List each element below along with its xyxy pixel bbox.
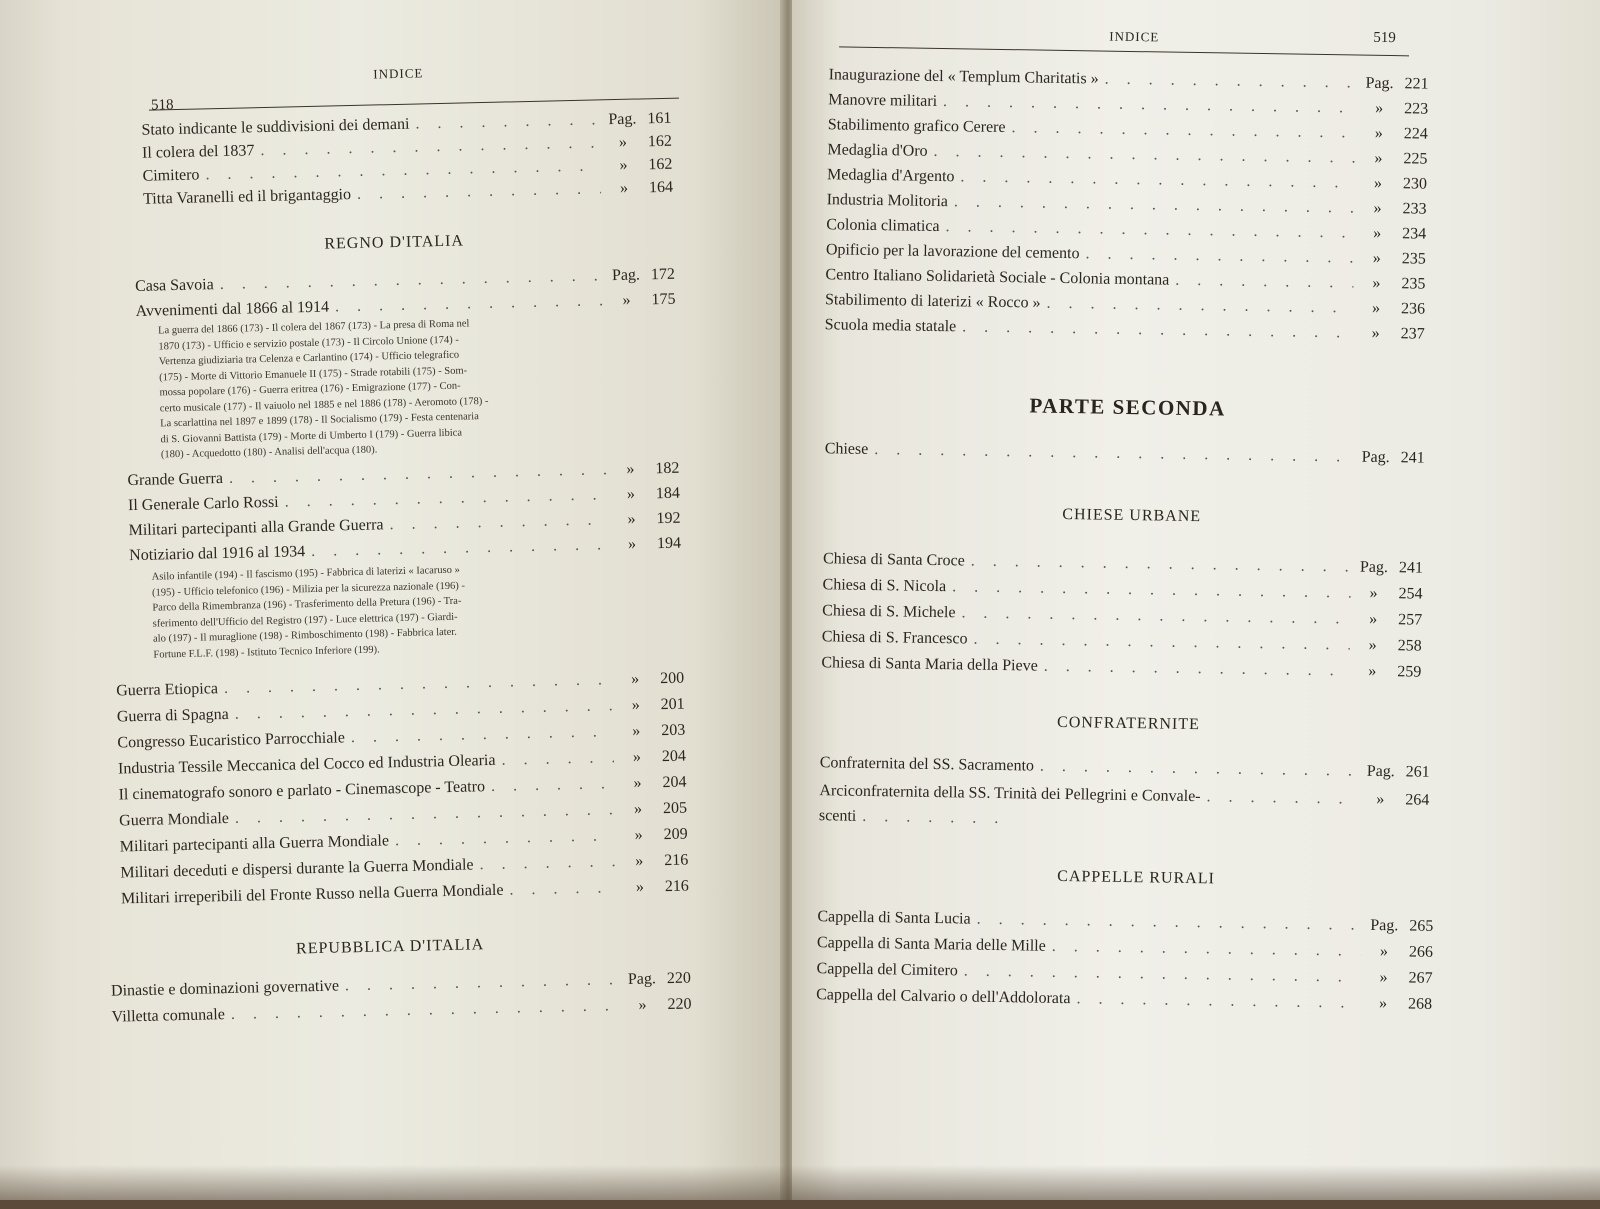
entry-title: Industria Molitoria <box>826 191 949 211</box>
toc-entry <box>826 216 1426 243</box>
leader-dots <box>960 168 1355 192</box>
sub-line: sferimento dell'Ufficio del Registro (197) - Luce elettrica (197) - Giardi- <box>152 611 458 630</box>
toc-entry <box>118 748 686 779</box>
leader-dots <box>509 879 617 899</box>
sub-line: (175) - Morte di Vittorio Emanuele II (175) - Strade rotabili (175) - Som- <box>159 364 468 383</box>
toc-entry <box>135 291 675 321</box>
entry-title: Il colera del 1837 <box>141 142 255 162</box>
entry-page-label: Pag. <box>1370 916 1399 935</box>
entry-page-label: » <box>635 878 645 896</box>
entry-title: Cimitero <box>142 166 200 185</box>
entry-page-label: » <box>1369 584 1378 602</box>
section-heading-repubblica: REPUBBLICA D'ITALIA <box>295 936 485 958</box>
entry-page-label: » <box>632 748 642 766</box>
sub-line: mossa popolare (176) - Guerra eritrea (176) - Emigrazione (177) - Con- <box>159 380 461 399</box>
entry-page-label: » <box>634 826 643 844</box>
header-rule <box>149 98 679 111</box>
entry-page-label: » <box>626 460 635 478</box>
entry-page-number: 235 <box>1401 250 1426 268</box>
entry-title: Congresso Eucaristico Parrocchiale <box>117 729 346 752</box>
leader-dots <box>260 134 600 160</box>
section-heading-chiese-urbane: CHIESE URBANE <box>1062 505 1202 526</box>
sub-line: La scarlattina nel 1897 e 1899 (178) - Il Socialismo (179) - Festa centenaria <box>160 411 479 430</box>
entry-page-label: » <box>1379 969 1388 987</box>
section-heading-cappelle-rurali: CAPPELLE RURALI <box>1057 867 1216 888</box>
leader-dots <box>1105 71 1357 93</box>
toc-entry <box>819 782 1429 810</box>
entry-page-label: » <box>1371 324 1380 342</box>
entry-page-number: 194 <box>656 534 682 553</box>
entry-title: Grande Guerra <box>127 470 224 490</box>
entry-title: Dinastie e dominazioni governative <box>110 977 340 1000</box>
entry-page-number: 221 <box>1404 75 1429 93</box>
sub-entries-notiziario <box>152 563 467 663</box>
entry-page-label: » <box>1375 99 1384 117</box>
running-header: INDICE <box>373 65 424 82</box>
entry-page-label: » <box>1378 995 1388 1013</box>
leader-dots <box>501 749 614 770</box>
entry-page-label: » <box>1373 224 1382 242</box>
entry-page-number: 257 <box>1398 611 1423 629</box>
leader-dots <box>1052 938 1361 961</box>
entry-page-label: » <box>627 535 637 553</box>
leader-dots <box>357 180 601 204</box>
entry-title: Cappella del Calvario o dell'Addolorata <box>816 986 1071 1008</box>
toc-entry <box>117 696 685 727</box>
entry-title: Militari partecipanti alla Grande Guerra <box>128 516 384 540</box>
entry-title: Medaglia d'Oro <box>827 141 928 160</box>
entry-page-number: 241 <box>1398 559 1424 577</box>
entry-title: Notiziario dal 1916 al 1934 <box>129 543 306 565</box>
entry-page-number: 162 <box>648 155 673 174</box>
entry-page-label: » <box>1372 274 1381 292</box>
sub-line: La guerra del 1866 (173) - Il colera del 1867 (173) - La presa di Roma nel <box>157 318 470 337</box>
leader-dots <box>862 808 1013 828</box>
entry-title: Cappella di Santa Maria delle Mille <box>816 934 1046 955</box>
leader-dots <box>231 997 620 1024</box>
leader-dots <box>395 827 616 850</box>
leader-dots <box>235 801 616 828</box>
entry-title: Industria Tessile Meccanica del Cocco ed Industria Olearia <box>117 751 496 778</box>
sub-line: (195) - Ufficio telefonico (196) - Milizia per la sicurezza nazionale (196) - <box>151 580 466 599</box>
entry-title: Chiese <box>824 440 869 458</box>
leader-dots <box>389 511 608 534</box>
entry-page-number: 201 <box>660 695 685 714</box>
entry-title: Casa Savoia <box>134 276 214 295</box>
leader-dots <box>1076 990 1360 1012</box>
entry-page-label: » <box>630 670 640 688</box>
entry-page-number: 223 <box>1404 100 1429 118</box>
leader-dots <box>220 267 604 294</box>
entry-title: Manovre militari <box>828 91 938 110</box>
toc-entry <box>117 722 685 753</box>
toc-entry <box>821 654 1421 681</box>
entry-page-label: » <box>627 510 636 528</box>
entry-page-number: 236 <box>1400 300 1426 318</box>
toc-entry <box>817 934 1433 962</box>
entry-title: Militari deceduti e dispersi durante la Guerra Mondiale <box>120 856 474 882</box>
entry-page-label: » <box>619 179 629 197</box>
leader-dots <box>1046 295 1353 318</box>
toc-entry <box>121 878 689 909</box>
sub-line: (180) - Acquedotto (180) - Analisi dell'acqua (180). <box>160 444 378 461</box>
entry-title: Opificio per la lavorazione del cemento <box>825 241 1080 263</box>
leader-dots <box>205 157 600 184</box>
entry-title: Colonia climatica <box>826 216 940 236</box>
page-number: 518 <box>150 97 174 114</box>
entry-page-number: 203 <box>661 721 686 740</box>
sub-line: Fortune F.L.F. (198) - Istituto Tecnico Inferiore (199). <box>153 644 380 661</box>
entry-page-number: 225 <box>1403 150 1428 168</box>
leader-dots <box>284 486 608 511</box>
toc-entry <box>827 191 1427 218</box>
entry-title: Titta Varanelli ed il brigantaggio <box>142 186 352 208</box>
sub-line: di S. Giovanni Battista (179) - Morte di Umberto I (179) - Guerra libica <box>160 427 463 445</box>
toc-entry <box>135 266 675 296</box>
entry-page-label: » <box>1371 299 1381 317</box>
entry-page-number: 234 <box>1402 225 1427 243</box>
entry-page-number: 204 <box>661 747 687 766</box>
entry-page-number: 254 <box>1398 585 1423 603</box>
toc-entry <box>118 774 686 805</box>
entry-title: Militari irreperibili del Fronte Russo nella Guerra Mondiale <box>120 881 504 908</box>
entry-page-number: 265 <box>1409 917 1434 935</box>
leader-dots <box>962 318 1353 342</box>
entry-title: Il Generale Carlo Rossi <box>127 493 279 515</box>
toc-entry <box>828 116 1428 143</box>
bottom-edge-shadow <box>0 1165 1600 1200</box>
entry-page-label: » <box>1368 636 1377 654</box>
leader-dots <box>345 971 619 995</box>
toc-entry <box>822 602 1422 629</box>
page-number: 519 <box>1373 29 1396 47</box>
entry-page-label: » <box>622 291 631 309</box>
entry-page-number: 237 <box>1400 325 1425 343</box>
sub-line: 1870 (173) - Ufficio e servizio postale (173) - Il Circolo Unione (174) - <box>158 334 459 352</box>
part-title: PARTE SECONDA <box>1029 393 1226 421</box>
entry-page-number: 216 <box>664 877 690 896</box>
entry-page-number: 220 <box>666 969 692 988</box>
toc-entry <box>825 291 1425 318</box>
running-header: INDICE <box>1109 28 1160 45</box>
entry-title: Stabilimento di laterizi « Rocco » <box>824 291 1041 312</box>
entry-page-number: 258 <box>1397 637 1422 655</box>
leader-dots <box>943 93 1356 117</box>
leader-dots <box>235 697 613 724</box>
leader-dots <box>335 292 604 316</box>
entry-title: Chiesa di Santa Croce <box>822 550 965 570</box>
entry-page-number: 224 <box>1403 125 1428 143</box>
entry-page-label: Pag. <box>627 970 657 988</box>
leader-dots <box>952 578 1351 602</box>
sub-line: alo (197) - Il muraglione (198) - Rimboschimento (198) - Fabbrica later. <box>152 626 457 645</box>
entry-page-number: 241 <box>1400 449 1425 467</box>
entry-page-number: 164 <box>648 178 674 197</box>
sub-line: Parco della Rimembranza (196) - Trasferimento della Pretura (196) - Tra- <box>152 595 462 614</box>
entry-page-number: 205 <box>662 799 688 818</box>
entry-page-number: 172 <box>650 265 676 284</box>
toc-entry <box>120 852 688 883</box>
leader-dots <box>311 536 609 561</box>
entry-page-number: 184 <box>655 484 681 503</box>
entry-page-number: 268 <box>1407 995 1433 1013</box>
entry-title: Inaugurazione del « Templum Charitatis » <box>828 66 1099 88</box>
entry-title: Cappella di Santa Lucia <box>817 908 971 928</box>
toc-entry <box>825 440 1425 467</box>
entry-page-number: 216 <box>664 851 689 870</box>
leader-dots <box>1206 788 1357 808</box>
entry-title: Guerra di Spagna <box>116 705 229 726</box>
toc-entry <box>820 754 1430 782</box>
leader-dots <box>415 111 599 133</box>
entry-page-number: 192 <box>656 509 681 528</box>
entry-page-label: » <box>1379 943 1389 961</box>
entry-page-number: 266 <box>1408 943 1434 961</box>
entry-page-label: » <box>1372 249 1381 267</box>
leader-dots <box>961 604 1350 628</box>
entry-page-label: » <box>619 156 628 174</box>
leader-dots <box>224 671 613 698</box>
entry-page-number: 233 <box>1402 200 1427 218</box>
entry-title: Chiesa di S. Michele <box>822 602 956 622</box>
toc-entry <box>111 970 691 1001</box>
toc-entry <box>816 986 1432 1014</box>
entry-title-continuation: scenti <box>818 807 857 825</box>
toc-entry <box>823 550 1423 577</box>
entry-page-label: » <box>1373 199 1382 217</box>
entry-title: Villetta comunale <box>111 1006 226 1026</box>
toc-entry <box>825 316 1425 343</box>
entry-title: Il cinematografo sonoro e parlato - Cinemascope - Teatro <box>118 778 486 804</box>
sub-line: Vertenza giudiziaria tra Celenza e Carlantino (174) - Ufficio telegrafico <box>158 349 460 368</box>
entry-page-label: Pag. <box>608 110 637 129</box>
entry-page-label: » <box>1374 124 1383 142</box>
entry-page-label: » <box>1373 174 1383 192</box>
entry-page-number: 204 <box>662 773 687 792</box>
entry-page-number: 235 <box>1401 275 1426 293</box>
entry-page-label: » <box>626 485 636 503</box>
entry-page-label: » <box>631 696 640 714</box>
entry-page-label: » <box>633 774 642 792</box>
entry-page-label: Pag. <box>1365 74 1394 93</box>
entry-page-label: » <box>633 800 643 818</box>
toc-entry <box>129 535 681 566</box>
entry-page-label: » <box>1374 149 1383 167</box>
header-rule <box>839 46 1409 56</box>
leader-dots <box>229 461 608 488</box>
entry-page-number: 264 <box>1405 791 1430 809</box>
leader-dots <box>351 723 614 747</box>
entry-page-number: 259 <box>1397 663 1422 681</box>
toc-entry <box>111 996 691 1027</box>
toc-entry <box>816 960 1432 988</box>
toc-entry <box>826 241 1426 268</box>
toc-entry-continuation <box>819 807 1019 828</box>
entry-page-label: Pag. <box>1359 558 1389 577</box>
entry-page-label: Pag. <box>1366 762 1395 781</box>
leader-dots <box>971 553 1351 577</box>
entry-page-number: 162 <box>647 132 673 151</box>
toc-entry <box>825 266 1425 293</box>
entry-page-number: 200 <box>659 669 685 688</box>
leader-dots <box>491 775 615 796</box>
entry-title: Cappella del Cimitero <box>816 960 959 980</box>
leader-dots <box>977 911 1362 935</box>
leader-dots <box>479 853 616 874</box>
sub-line: Asilo infantile (194) - Il fascismo (195) - Fabbrica di laterizi « Iacaruso » <box>151 564 460 583</box>
entry-page-number: 267 <box>1408 969 1433 987</box>
entry-title: Centro Italiano Solidarietà Sociale - Colonia montana <box>825 266 1170 289</box>
entry-title: Chiesa di S. Nicola <box>822 576 947 596</box>
entry-title: Arciconfraternita della SS. Trinità dei Pellegrini e Convale- <box>819 782 1201 806</box>
leader-dots <box>1044 658 1350 681</box>
entry-page-number: 209 <box>663 825 688 844</box>
entry-page-number: 230 <box>1402 175 1428 193</box>
entry-page-label: » <box>1376 790 1385 809</box>
toc-entry <box>817 908 1433 936</box>
toc-entry <box>822 576 1422 603</box>
leader-dots <box>945 218 1354 242</box>
toc-entry <box>828 66 1428 93</box>
toc-entry <box>119 800 687 831</box>
toc-entry <box>827 166 1427 193</box>
entry-title: Confraternita del SS. Sacramento <box>819 754 1035 775</box>
toc-entry <box>828 91 1428 118</box>
entry-title: Chiesa di S. Francesco <box>821 628 968 648</box>
leader-dots <box>964 962 1361 986</box>
entry-page-number: 175 <box>651 290 676 309</box>
entry-title: Guerra Etiopica <box>116 680 219 700</box>
entry-page-label: » <box>618 133 628 151</box>
right-page <box>792 0 1600 1200</box>
section-heading-regno: REGNO D'ITALIA <box>324 232 465 253</box>
leader-dots <box>954 193 1355 217</box>
entry-page-label: » <box>635 852 644 870</box>
entry-title: Militari partecipanti alla Guerra Mondiale <box>119 832 390 856</box>
entry-page-number: 261 <box>1405 763 1430 781</box>
entry-page-label: » <box>638 996 647 1014</box>
entry-title: Stato indicante le suddivisioni dei demani <box>141 115 410 139</box>
leader-dots <box>973 631 1349 655</box>
entry-title: Medaglia d'Argento <box>826 166 955 186</box>
entry-page-label: » <box>1369 610 1378 628</box>
entry-page-label: » <box>632 722 641 740</box>
entry-page-label: » <box>1368 662 1377 680</box>
entry-title: Avvenimenti dal 1866 al 1914 <box>135 298 330 320</box>
leader-dots <box>874 441 1353 467</box>
leader-dots <box>1011 119 1356 142</box>
leader-dots <box>933 143 1355 168</box>
entry-page-label: Pag. <box>611 266 641 285</box>
entry-title: Chiesa di Santa Maria della Pieve <box>821 654 1038 675</box>
leader-dots <box>1175 272 1353 293</box>
toc-entry <box>822 628 1422 655</box>
leader-dots <box>1040 758 1358 781</box>
toc-entry <box>827 141 1427 168</box>
sub-entries-avvenimenti <box>158 316 490 463</box>
section-heading-confraternite: CONFRATERNITE <box>1056 713 1200 734</box>
sub-line: certo musicale (177) - Il vaiuolo nel 1885 e nel 1886 (178) - Aeromoto (178) - <box>159 395 489 414</box>
entry-page-label: Pag. <box>1361 448 1390 467</box>
entry-page-number: 182 <box>655 459 680 478</box>
entry-title: Guerra Mondiale <box>119 809 230 830</box>
entry-page-number: 220 <box>667 995 692 1014</box>
entry-page-number: 161 <box>647 109 672 128</box>
leader-dots <box>1085 245 1354 267</box>
entry-title: Scuola media statale <box>824 316 957 336</box>
toc-entry <box>116 670 684 701</box>
left-page <box>0 0 788 1200</box>
entry-title: Stabilimento grafico Cerere <box>827 116 1006 137</box>
toc-entry <box>120 826 688 857</box>
